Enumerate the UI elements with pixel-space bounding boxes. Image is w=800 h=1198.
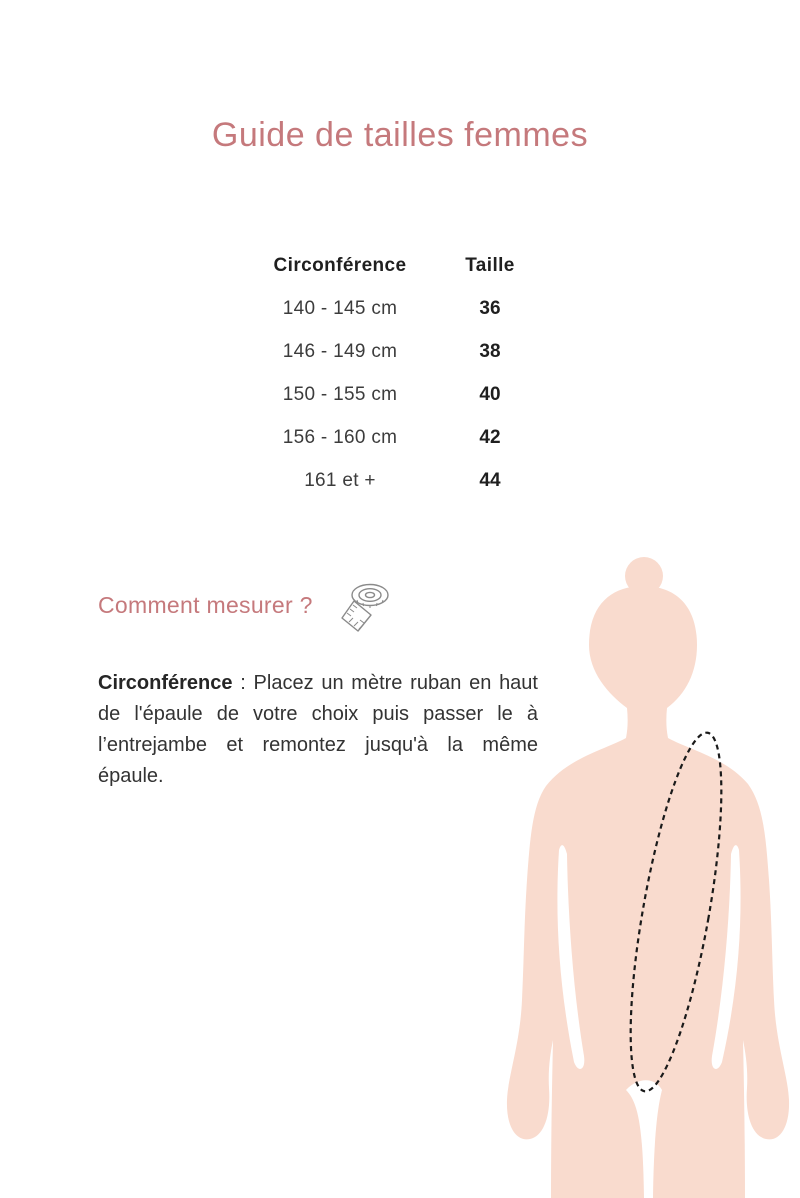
circumference-value: 146 - 149 cm	[282, 340, 398, 362]
how-to-measure-heading: Comment mesurer ?	[98, 592, 313, 618]
size-value: 38	[479, 340, 501, 362]
table-row	[256, 287, 556, 330]
how-to-measure-text	[98, 668, 538, 792]
table-row	[256, 416, 556, 459]
circumference-term: Circonférence	[98, 672, 233, 694]
size-table	[256, 244, 556, 502]
size-value: 36	[479, 297, 501, 319]
circumference-value: 140 - 145 cm	[282, 297, 398, 319]
table-row	[256, 330, 556, 373]
circumference-value: 150 - 155 cm	[282, 383, 398, 405]
page-title: Guide de tailles femmes	[211, 116, 589, 154]
measuring-tape-icon	[337, 580, 393, 638]
table-row	[256, 373, 556, 416]
circumference-description: : Placez un mètre ruban en haut de l'épaule de votre choix puis passer le à l’entrejambe et remontez jusqu'à la même épaule.	[98, 672, 538, 787]
size-value: 42	[479, 426, 501, 448]
size-value: 40	[479, 383, 501, 405]
column-header-size: Taille	[465, 254, 515, 276]
column-header-circumference: Circonférence	[273, 254, 407, 276]
circumference-value: 161 et +	[304, 469, 376, 491]
circumference-value: 156 - 160 cm	[282, 426, 398, 448]
table-row	[256, 459, 556, 502]
size-value: 44	[479, 469, 501, 491]
size-table-header-row	[256, 244, 556, 287]
